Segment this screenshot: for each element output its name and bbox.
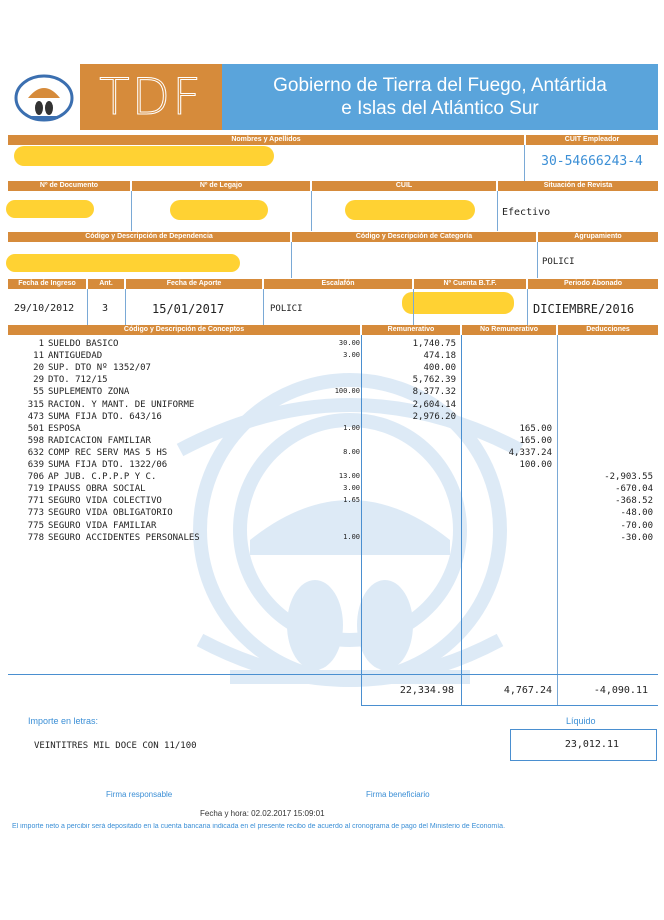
concept-code: 473 <box>27 411 44 422</box>
concept-remunerativo: 2,604.14 <box>412 399 456 410</box>
legajo-label: Nº de Legajo <box>132 181 310 191</box>
concept-code: 719 <box>27 484 44 495</box>
situacion-value: Efectivo <box>502 207 551 218</box>
total-no-remunerativo: 4,767.24 <box>503 685 552 696</box>
agrupamiento-label: Agrupamiento <box>538 232 658 242</box>
redacted-name <box>14 146 274 166</box>
concept-description: SEGURO VIDA COLECTIVO <box>48 496 162 507</box>
cuil-label: CUIL <box>312 181 496 191</box>
concept-row <box>8 351 658 363</box>
escalafon-value: POLICI <box>270 304 303 314</box>
redacted-documento <box>6 200 94 218</box>
concept-row <box>8 400 658 412</box>
concept-code: 775 <box>27 520 44 531</box>
concept-description: SUMA FIJA DTO. 1322/06 <box>48 460 168 470</box>
concept-code: 501 <box>27 423 44 434</box>
concept-code: 639 <box>27 460 44 470</box>
firma-beneficiario: Firma beneficiario <box>366 790 430 799</box>
concept-code: 11 <box>33 351 44 362</box>
cuit-label: CUIT Empleador <box>526 135 658 145</box>
concept-code: 773 <box>27 508 44 519</box>
government-title-line2: e Islas del Atlántico Sur <box>341 98 539 119</box>
concept-description: DTO. 712/15 <box>48 375 108 386</box>
concept-quantity: 3.00 <box>343 484 360 493</box>
concept-description: SUMA FIJA DTO. 643/16 <box>48 411 162 422</box>
concept-code: 55 <box>33 387 44 398</box>
documento-label: Nº de Documento <box>8 181 130 191</box>
concept-description: IPAUSS OBRA SOCIAL <box>48 484 146 495</box>
liquido-box <box>510 729 657 761</box>
government-title-line1: Gobierno de Tierra del Fuego, Antártida <box>273 75 607 96</box>
concept-row <box>8 460 658 472</box>
concept-deduccion: -2,903.55 <box>604 472 653 483</box>
concept-description: AP JUB. C.P.P.P Y C. <box>48 472 157 483</box>
government-title <box>222 64 658 130</box>
deducciones-header: Deducciones <box>558 325 658 335</box>
concept-row <box>8 424 658 436</box>
concepto-header: Código y Descripción de Conceptos <box>8 325 360 335</box>
concept-code: 315 <box>27 399 44 410</box>
concept-description: SUELDO BASICO <box>48 339 119 349</box>
concept-remunerativo: 1,740.75 <box>412 339 456 349</box>
concept-deduccion: -368.52 <box>615 496 653 507</box>
periodo-value: DICIEMBRE/2016 <box>533 302 635 316</box>
concept-row <box>8 339 658 351</box>
shield-icon <box>8 64 80 130</box>
concept-row <box>8 484 658 496</box>
liquido-value: 23,012.11 <box>564 739 619 750</box>
concept-no-remunerativo: 100.00 <box>519 460 552 470</box>
concept-quantity: 1.00 <box>343 423 360 432</box>
redacted-dependencia <box>6 254 240 272</box>
concept-description: SEGURO ACCIDENTES PERSONALES <box>48 532 200 543</box>
concept-code: 771 <box>27 496 44 507</box>
situacion-label: Situación de Revista <box>498 181 658 191</box>
importe-value: VEINTITRES MIL DOCE CON 11/100 <box>34 741 197 751</box>
redacted-cuenta <box>402 292 514 314</box>
concept-description: SEGURO VIDA OBLIGATORIO <box>48 508 173 519</box>
concept-row <box>8 363 658 375</box>
total-deducciones: -4,090.11 <box>593 685 648 696</box>
concept-deduccion: -70.00 <box>620 520 653 531</box>
no-remunerativo-header: No Remunerativo <box>462 325 556 335</box>
concept-quantity: 1.00 <box>343 532 360 541</box>
cuit-value: 30-54666243-4 <box>541 154 643 169</box>
total-remunerativo: 22,334.98 <box>399 685 454 696</box>
agrupamiento-value: POLICI <box>542 257 575 267</box>
importe-label: Importe en letras: <box>28 716 99 726</box>
concept-remunerativo: 400.00 <box>423 363 456 374</box>
concept-row <box>8 508 658 520</box>
concept-quantity: 30.00 <box>338 339 360 347</box>
concept-code: 29 <box>33 375 44 386</box>
concept-row <box>8 412 658 424</box>
concept-row <box>8 387 658 399</box>
concept-description: SUP. DTO Nº 1352/07 <box>48 363 151 374</box>
ant-value: 3 <box>102 303 109 314</box>
concept-code: 778 <box>27 532 44 543</box>
categoria-label: Código y Descripción de Categoría <box>292 232 536 242</box>
concept-quantity: 1.65 <box>343 496 360 505</box>
tdf-brand <box>80 64 222 130</box>
concept-description: COMP REC SERV MAS 5 HS <box>48 447 168 458</box>
escalafon-label: Escalafón <box>264 279 412 289</box>
concept-quantity: 3.00 <box>343 351 360 360</box>
concept-row <box>8 472 658 484</box>
concept-deduccion: -30.00 <box>620 532 653 543</box>
concept-deduccion: -48.00 <box>620 508 653 519</box>
concept-no-remunerativo: 4,337.24 <box>508 447 552 458</box>
aporte-value: 15/01/2017 <box>152 302 225 316</box>
concept-code: 598 <box>27 435 44 446</box>
concept-description: SUPLEMENTO ZONA <box>48 387 130 398</box>
concept-no-remunerativo: 165.00 <box>519 435 552 446</box>
concept-row <box>8 436 658 448</box>
province-logo <box>8 64 80 130</box>
concept-row <box>8 521 658 533</box>
liquido-label: Líquido <box>566 716 596 726</box>
dependencia-label: Código y Descripción de Dependencia <box>8 232 290 242</box>
concept-code: 20 <box>33 363 44 374</box>
concept-code: 706 <box>27 472 44 483</box>
concept-remunerativo: 2,976.20 <box>412 411 456 422</box>
firma-responsable: Firma responsable <box>106 790 173 799</box>
concept-quantity: 13.00 <box>338 472 360 481</box>
concept-row <box>8 496 658 508</box>
nombres-label: Nombres y Apellidos <box>8 135 524 145</box>
ingreso-value: 29/10/2012 <box>14 303 75 314</box>
redacted-cuil <box>345 200 475 220</box>
concept-description: ANTIGUEDAD <box>48 351 103 362</box>
ingreso-label: Fecha de Ingreso <box>8 279 86 289</box>
periodo-label: Periodo Abonado <box>528 279 658 289</box>
fecha-hora: Fecha y hora: 02.02.2017 15:09:01 <box>200 809 325 818</box>
redacted-legajo <box>170 200 268 220</box>
tdf-brand-text: TDF <box>99 68 203 126</box>
concept-remunerativo: 8,377.32 <box>412 387 456 398</box>
concept-quantity: 8.00 <box>343 447 360 456</box>
concept-description: RADICACION FAMILIAR <box>48 435 151 446</box>
concept-code: 1 <box>38 339 44 349</box>
concept-remunerativo: 5,762.39 <box>412 375 456 386</box>
concept-quantity: 100.00 <box>334 387 360 396</box>
concept-no-remunerativo: 165.00 <box>519 423 552 434</box>
remunerativo-header: Remunerativo <box>362 325 460 335</box>
concept-row <box>8 533 658 545</box>
concept-code: 632 <box>27 447 44 458</box>
deposit-notice: El importe neto a percibir será depositado en la cuenta bancaria indicada en el presente recibo de acuerdo al cronograma de pago del Ministerio de Economía. <box>12 823 506 830</box>
aporte-label: Fecha de Aporte <box>126 279 262 289</box>
cuenta-label: Nº Cuenta B.T.F. <box>414 279 526 289</box>
concept-description: ESPOSA <box>48 423 81 434</box>
concept-row <box>8 448 658 460</box>
ant-label: Ant. <box>88 279 124 289</box>
concept-description: SEGURO VIDA FAMILIAR <box>48 520 157 531</box>
concept-remunerativo: 474.18 <box>423 351 456 362</box>
concept-description: RACION. Y MANT. DE UNIFORME <box>48 399 195 410</box>
concept-deduccion: -670.04 <box>615 484 653 495</box>
concept-row <box>8 375 658 387</box>
